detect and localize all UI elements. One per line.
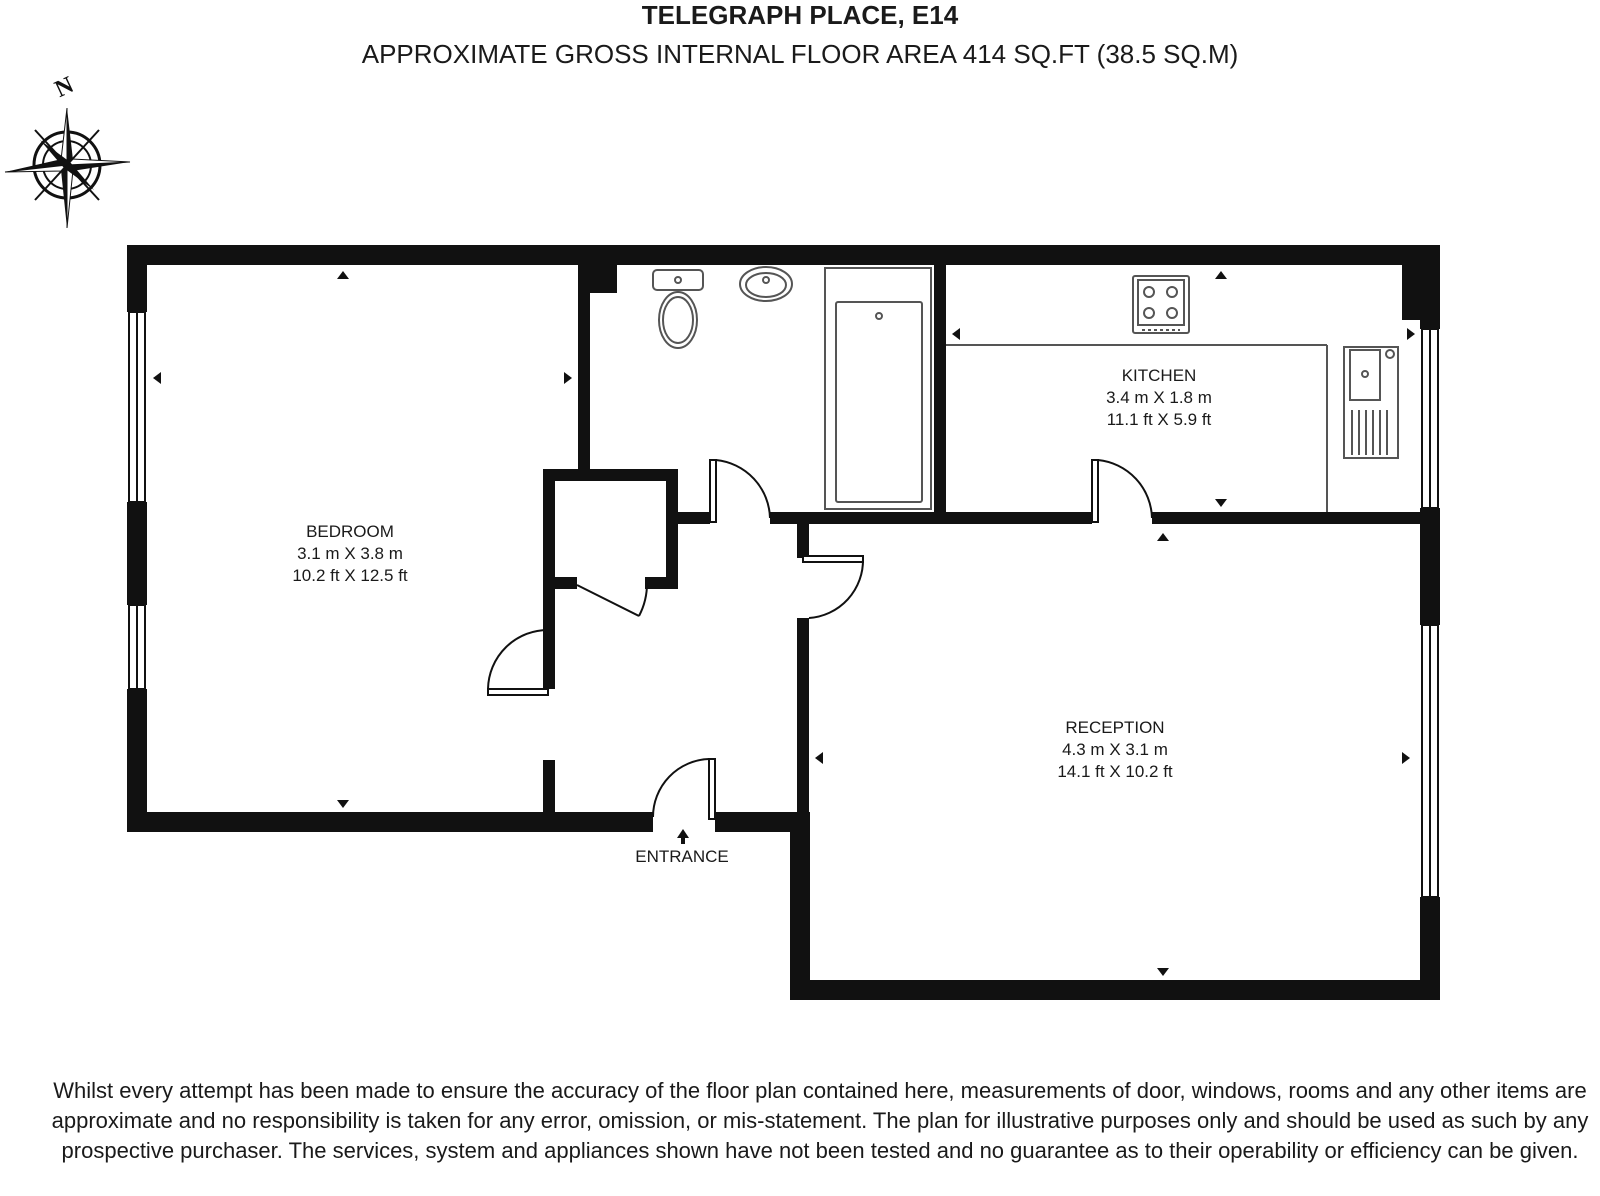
north-label: N <box>51 71 78 103</box>
room-size-imperial: 14.1 ft X 10.2 ft <box>1057 762 1173 781</box>
compass-rose-icon <box>5 72 130 228</box>
arrow-up-icon <box>1157 533 1169 541</box>
arrow-down-icon <box>1157 968 1169 976</box>
toilet-icon <box>653 270 703 348</box>
arrow-up-icon <box>1215 271 1227 279</box>
room-name: BEDROOM <box>306 522 394 541</box>
arrow-left-icon <box>153 372 161 384</box>
room-size-metric: 4.3 m X 3.1 m <box>1062 740 1168 759</box>
kitchen-label <box>1106 366 1212 429</box>
plan-title: TELEGRAPH PLACE, E14 <box>641 0 959 30</box>
room-name: KITCHEN <box>1121 366 1197 385</box>
arrow-left-icon <box>815 752 823 764</box>
reception-label <box>1057 718 1173 781</box>
hob-icon <box>1133 276 1189 333</box>
arrow-down-icon <box>337 800 349 808</box>
sink-icon <box>1344 347 1398 458</box>
entrance-arrow-icon <box>677 829 689 844</box>
floor-area-subtitle: APPROXIMATE GROSS INTERNAL FLOOR AREA 414 SQ.FT (38.5 SQ.M) <box>361 39 1239 69</box>
arrow-right-icon <box>1407 328 1415 340</box>
arrow-right-icon <box>1402 752 1410 764</box>
arrow-down-icon <box>1215 499 1227 507</box>
arrow-left-icon <box>952 328 960 340</box>
bathroom-fixtures <box>653 267 931 509</box>
washbasin-icon <box>740 267 792 301</box>
room-size-metric: 3.4 m X 1.8 m <box>1106 388 1212 407</box>
dimension-markers <box>153 271 1415 976</box>
arrow-up-icon <box>337 271 349 279</box>
room-size-imperial: 10.2 ft X 12.5 ft <box>292 566 408 585</box>
room-name: RECEPTION <box>1065 718 1165 737</box>
entrance-label: ENTRANCE <box>635 847 729 866</box>
disclaimer-text: Whilst every attempt has been made to ensure the accuracy of the floor plan contained here, measurements of door, windows, rooms and any other items are approximate and no responsibility is taken for any error, omission, or mis-statement. The plan for illustrative purposes only and should be used as such by any prospective purchaser. The services, system and appliances shown have not been tested and no guarantee as to their operability or efficiency can be given. <box>51 1078 1589 1163</box>
windows <box>129 312 1438 897</box>
arrow-right-icon <box>564 372 572 384</box>
room-size-metric: 3.1 m X 3.8 m <box>297 544 403 563</box>
walls <box>127 245 1440 1000</box>
bedroom-label <box>292 522 408 585</box>
bathtub-icon <box>825 268 931 509</box>
room-size-imperial: 11.1 ft X 5.9 ft <box>1106 410 1212 429</box>
